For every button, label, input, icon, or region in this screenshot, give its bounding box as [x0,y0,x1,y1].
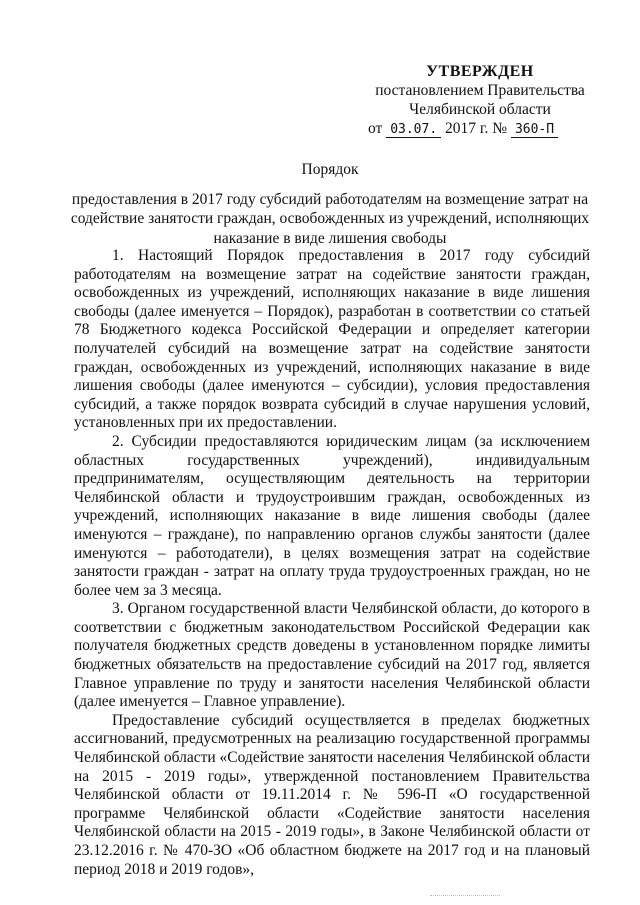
approval-stamp: УТВЕРЖДЕН [426,63,534,80]
handwritten-number: 360-П [511,122,558,138]
paragraph-4: Предоставление субсидий осуществляется в пределах бюджетных ассигнований, предусмотренных на реализацию государственной программы Челябинской области «Содействие занятости населения Челябинской области на 2015 - 2019 годы», утвержденной постановлением Правительства Челябинской области от 19.11.2014 г. № 596-П «О государственной программе Челябинской области «Содействие занятости населения Челябинской области на 2015 - 2019 годы», в Законе Челябинской области от 23.12.2016 г. № 470-ЗО «Об областном бюджете на 2017 год и на плановый период 2018 и 2019 годов», [74,711,590,878]
handwritten-date: 03.07. [386,122,441,138]
title-subtitle: предоставления в 2017 году субсидий работодателям на возмещение затрат на содействие занятости граждан, освобожденных из учреждений, исполняющих наказание в виде лишения свободы [70,190,590,247]
scan-artifact [430,895,500,898]
paragraph-2: 2. Субсидии предоставляются юридическим лицам (за исключением областных государственных учреждений), индивидуальным предпринимателям, осуществляющим деятельность на территории Челябинской области и трудоустроившим граждан, освобожденных из учреждений, исполняющих наказание в виде лишения свободы (далее именуются – граждане), по направлению органов службы занятости (далее именуются – работодатели), в целях возмещения затрат на содействие занятости граждан - затрат на оплату труда трудоустроенных граждан, но не более чем за 3 месяца. [74,432,590,599]
date-suffix: 2017 г. № [445,120,508,137]
approval-line-2: Челябинской области [409,101,551,118]
title-heading: Порядок [301,161,359,178]
paragraph-1: 1. Настоящий Порядок предоставления в 2017 году субсидий работодателям на возмещение затрат на содействие занятости граждан, освобожденных из учреждений, исполняющих наказание в виде лишения свободы (далее именуется – Порядок), разработан в соответствии со статьей 78 Бюджетного кодекса Российской Федерации и определяет категории получателей субсидий на возмещение затрат на содействие занятости граждан, освобожденных из учреждений, исполняющих наказание в виде лишения свободы (далее именуются – субсидии), условия предоставления субсидий, а также порядок возврата субсидий в случае нарушения условий, установленных при их предоставлении. [74,247,590,432]
approval-date-line [360,119,600,139]
approval-line-1: постановлением Правительства [375,82,585,99]
date-prefix: от [368,120,383,137]
paragraph-3: 3. Органом государственной власти Челябинской области, до которого в соответствии с бюджетным законодательством Российской Федерации как получателя бюджетных средств доведены в установленном порядке лимиты бюджетных обязательств на предоставление субсидий на 2017 год, является Главное управление по труду и занятости населения Челябинской области (далее именуется – Главное управление). [74,600,590,711]
approval-block [360,62,600,139]
document-title [60,160,600,248]
document-body [74,247,590,879]
